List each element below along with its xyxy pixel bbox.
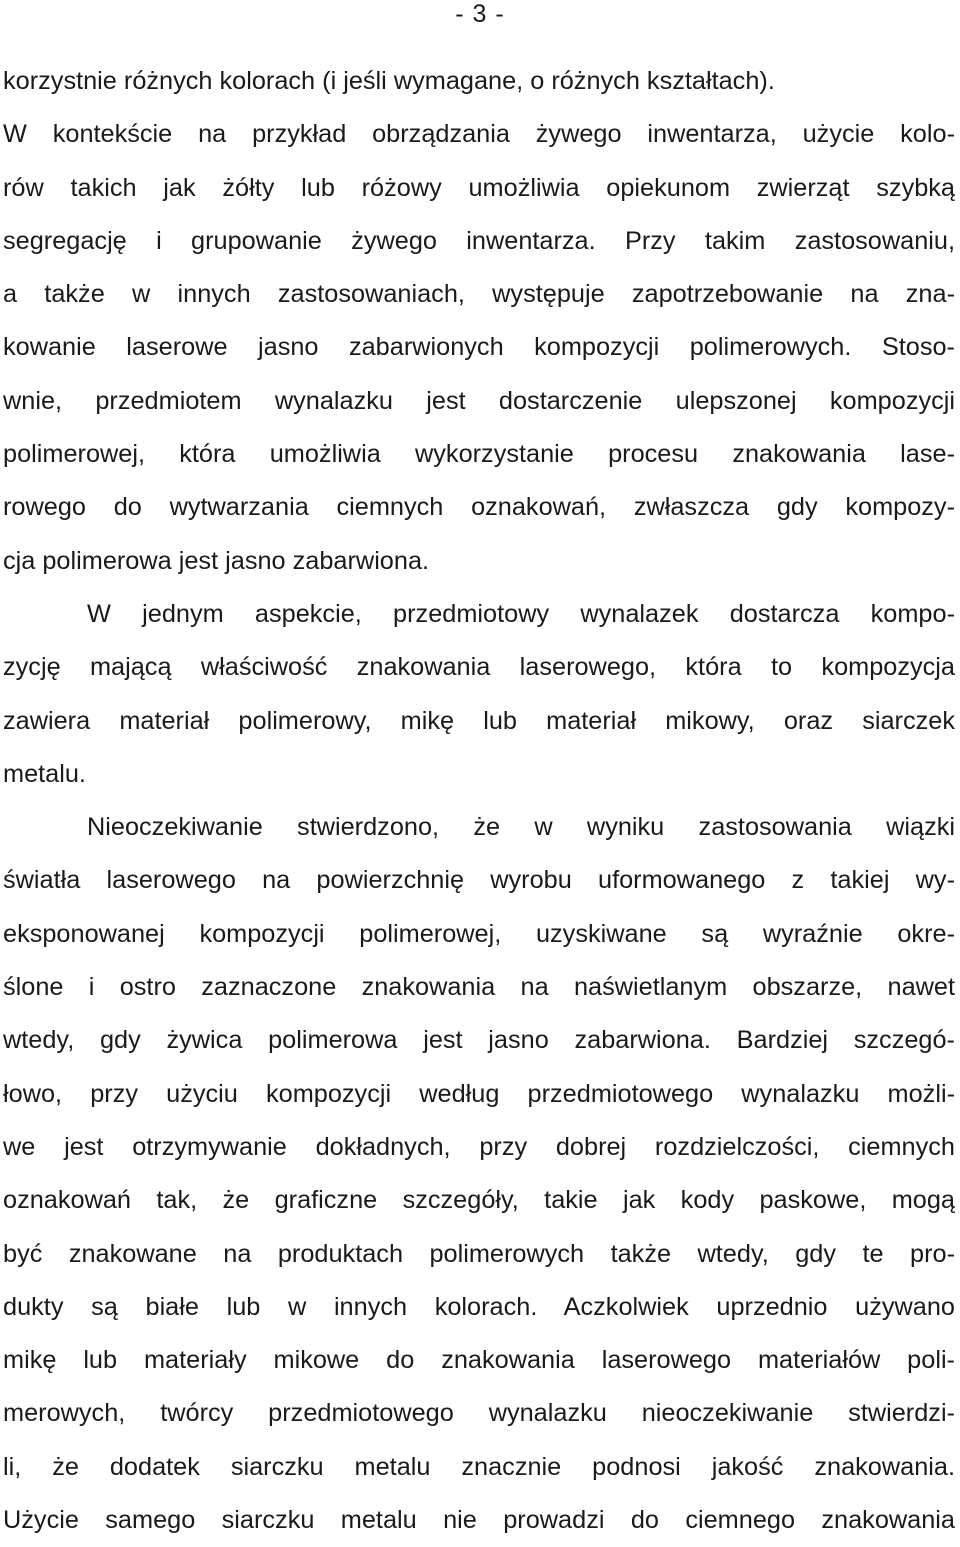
- text-line: wnie, przedmiotem wynalazku jest dostarczenie ulepszonej kompozycji: [3, 386, 955, 415]
- text-line: we jest otrzymywanie dokładnych, przy dobrej rozdzielczości, ciemnych: [3, 1132, 955, 1161]
- text-line: a także w innych zastosowaniach, występuje zapotrzebowanie na zna-: [3, 280, 955, 309]
- page-number: - 3 -: [455, 0, 505, 28]
- text-line: polimerowej, która umożliwia wykorzystanie procesu znakowania lase-: [3, 440, 955, 469]
- text-line: wtedy, gdy żywica polimerowa jest jasno zabarwiona. Bardziej szczegó-: [3, 1026, 955, 1055]
- text-line: oznakowań tak, że graficzne szczegóły, takie jak kody paskowe, mogą: [3, 1186, 955, 1215]
- text-line: być znakowane na produktach polimerowych także wtedy, gdy te pro-: [3, 1239, 955, 1268]
- text-line: światła laserowego na powierzchnię wyrobu uformowanego z takiej wy-: [3, 866, 955, 895]
- text-line: kowanie laserowe jasno zabarwionych kompozycji polimerowych. Stoso-: [3, 333, 955, 362]
- paragraph-2: [3, 588, 955, 801]
- text-line: merowych, twórcy przedmiotowego wynalazku nieoczekiwanie stwierdzi-: [3, 1399, 955, 1428]
- text-line: segregację i grupowanie żywego inwentarza. Przy takim zastosowaniu,: [3, 226, 955, 255]
- text-line: zawiera materiał polimerowy, mikę lub materiał mikowy, oraz siarczek: [3, 706, 955, 735]
- text-line: rowego do wytwarzania ciemnych oznakowań, zwłaszcza gdy kompozy-: [3, 493, 955, 522]
- text-line: korzystnie różnych kolorach (i jeśli wymagane, o różnych kształtach).: [3, 67, 775, 95]
- text-line: mikę lub materiały mikowe do znakowania laserowego materiałów poli-: [3, 1346, 955, 1375]
- text-line: W jednym aspekcie, przedmiotowy wynalazek dostarcza kompo-: [87, 599, 955, 628]
- text-line: dukty są białe lub w innych kolorach. Aczkolwiek uprzednio używano: [3, 1292, 955, 1321]
- text-line: Użycie samego siarczku metalu nie prowadzi do ciemnego znakowania: [3, 1506, 955, 1535]
- document-body: [3, 55, 955, 1547]
- paragraph-1: [3, 55, 955, 588]
- text-line: ślone i ostro zaznaczone znakowania na naświetlanym obszarze, nawet: [3, 973, 955, 1002]
- text-line: eksponowanej kompozycji polimerowej, uzyskiwane są wyraźnie okre-: [3, 919, 955, 948]
- text-line: rów takich jak żółty lub różowy umożliwia opiekunom zwierząt szybką: [3, 173, 955, 202]
- text-line: łowo, przy użyciu kompozycji według przedmiotowego wynalazku możli-: [3, 1079, 955, 1108]
- text-line: metalu.: [3, 759, 86, 788]
- text-line: Nieoczekiwanie stwierdzono, że w wyniku zastosowania wiązki: [87, 813, 955, 842]
- text-line: li, że dodatek siarczku metalu znacznie podnosi jakość znakowania.: [3, 1452, 955, 1481]
- text-line: zycję mającą właściwość znakowania laserowego, która to kompozycja: [3, 653, 955, 682]
- text-line: cja polimerowa jest jasno zabarwiona.: [3, 546, 430, 575]
- paragraph-3: [3, 801, 955, 1547]
- text-line: W kontekście na przykład obrządzania żywego inwentarza, użycie kolo-: [3, 120, 955, 149]
